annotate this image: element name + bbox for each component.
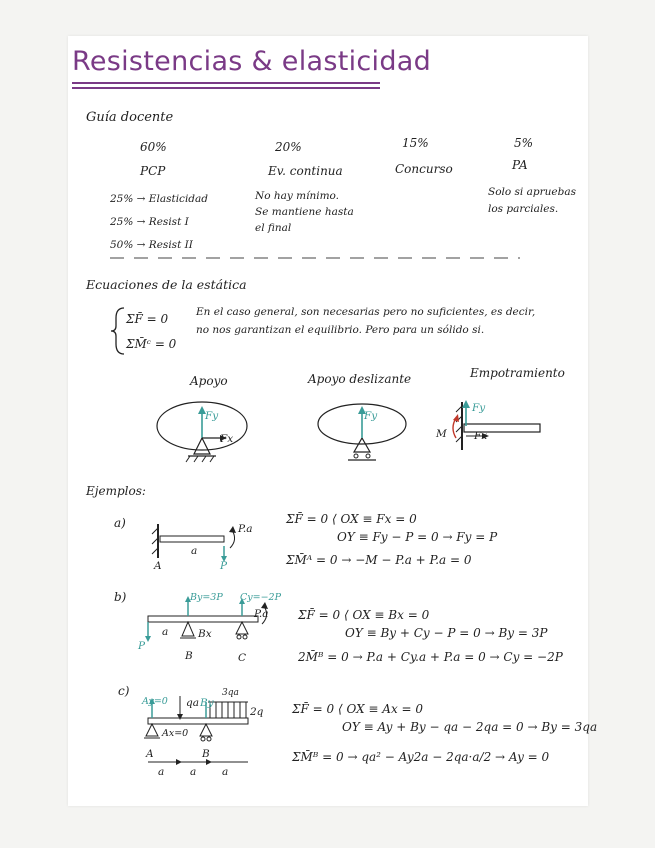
ejemplos-heading: Ejemplos: [86, 484, 146, 498]
example-a-eq-3: ΣM̄ᴬ = 0 → −M − P.a + P.a = 0 [286, 553, 472, 567]
apoyo-fx-label: Fx [220, 433, 234, 445]
example-c-qa: qa [186, 697, 199, 709]
title-underline-2 [72, 87, 380, 89]
breakdown-elasticidad: 25% → Elasticidad [110, 193, 209, 205]
example-a-eq-1: ΣF̄ = 0 ⟨ OX ≡ Fx = 0 [286, 512, 417, 526]
example-b-eq-3: 2M̄ᴮ = 0 → P.a + Cy.a + P.a = 0 → Cy = −2P [298, 650, 563, 664]
example-c-eq-3: ΣM̄ᴮ = 0 → qa² − Ay2a − 2qa·a/2 → Ay = 0 [292, 750, 550, 764]
apoyo-diagram [150, 396, 270, 476]
label-pa: PA [512, 158, 528, 172]
apoyo-fy-label: Fy [205, 410, 219, 422]
eq-sum-forces: ΣF̄ = 0 [126, 312, 169, 326]
deslizante-fy-label: Fy [364, 410, 378, 422]
percent-concurso: 15% [402, 136, 429, 150]
note-se-mantiene: Se mantiene hasta [255, 206, 354, 218]
example-c-dist-3: a [222, 766, 229, 778]
support-apoyo-label: Apoyo [190, 374, 228, 388]
example-c-a-point: A [146, 748, 154, 760]
empotramiento-m-label: M [436, 428, 447, 440]
example-c-dist-1: a [158, 766, 165, 778]
example-b-cy: Cy=−2P [240, 592, 281, 603]
example-c-3qa: 3qa [222, 688, 239, 698]
example-b-a: a [162, 626, 169, 638]
breakdown-resist2: 50% → Resist II [110, 239, 193, 251]
example-b-by: By=3P [190, 592, 223, 603]
support-deslizante-label: Apoyo deslizante [308, 372, 412, 386]
ecuaciones-text-2: no nos garantizan el equilibrio. Pero para un sólido si. [196, 324, 485, 336]
percent-pa: 5% [514, 136, 534, 150]
eq-sum-moments: ΣM̄ᶜ = 0 [126, 337, 177, 351]
empotramiento-fy-label: Fy [472, 402, 486, 414]
example-a-p: P [220, 560, 228, 572]
ecuaciones-text-1: En el caso general, son necesarias pero no suficientes, es decir, [196, 306, 536, 318]
example-c-ay: Ay=0 [142, 696, 168, 707]
page-title: Resistencias & elasticidad [72, 46, 432, 77]
label-pcp: PCP [140, 164, 166, 178]
example-b-force: P.a [254, 608, 269, 620]
example-c-dist-2: a [190, 766, 197, 778]
example-c-label: c) [118, 684, 130, 698]
example-a-dist: a [191, 545, 198, 557]
note-no-minimo: No hay mínimo. [255, 190, 340, 202]
note-final: el final [255, 222, 292, 234]
note-parciales: los parciales. [488, 203, 559, 215]
example-b-eq-2: OY ≡ By + Cy − P = 0 → By = 3P [345, 626, 548, 640]
example-b-b: B [185, 650, 193, 662]
example-c-by: By [200, 697, 214, 709]
example-b-label: b) [114, 590, 127, 604]
example-b-bx: Bx [198, 628, 212, 640]
label-ev: Ev. continua [268, 164, 343, 178]
example-c-eq-2: OY ≡ Ay + By − qa − 2qa = 0 → By = 3qa [342, 720, 598, 734]
guia-heading: Guía docente [86, 110, 174, 125]
ecuaciones-heading: Ecuaciones de la estática [86, 277, 247, 292]
note-solo-si: Solo si apruebas [488, 186, 576, 198]
example-c-2q: 2q [250, 706, 264, 718]
example-a-label: a) [114, 516, 126, 530]
example-a-point: A [154, 560, 162, 572]
example-a-eq-2: OY ≡ Fy − P = 0 → Fy = P [337, 530, 498, 544]
example-c-eq-1: ΣF̄ = 0 ⟨ OX ≡ Ax = 0 [292, 702, 424, 716]
breakdown-resist1: 25% → Resist I [110, 216, 189, 228]
example-b-c: C [238, 652, 247, 664]
example-a-force: P.a [238, 523, 253, 535]
dashed-separator [0, 250, 655, 270]
percent-ev: 20% [275, 140, 302, 154]
percent-pcp: 60% [140, 140, 167, 154]
example-c-b-point: B [202, 748, 210, 760]
empotramiento-diagram [436, 396, 556, 466]
example-c-ax: Ax=0 [162, 728, 189, 739]
example-b-eq-1: ΣF̄ = 0 ⟨ OX ≡ Bx = 0 [298, 608, 430, 622]
empotramiento-fx-label: Fx [474, 430, 488, 442]
example-b-p: P [138, 640, 146, 652]
title-underline [72, 82, 380, 84]
support-empotramiento-label: Empotramiento [470, 366, 565, 380]
example-a-diagram [148, 518, 278, 578]
label-concurso: Concurso [395, 162, 453, 176]
